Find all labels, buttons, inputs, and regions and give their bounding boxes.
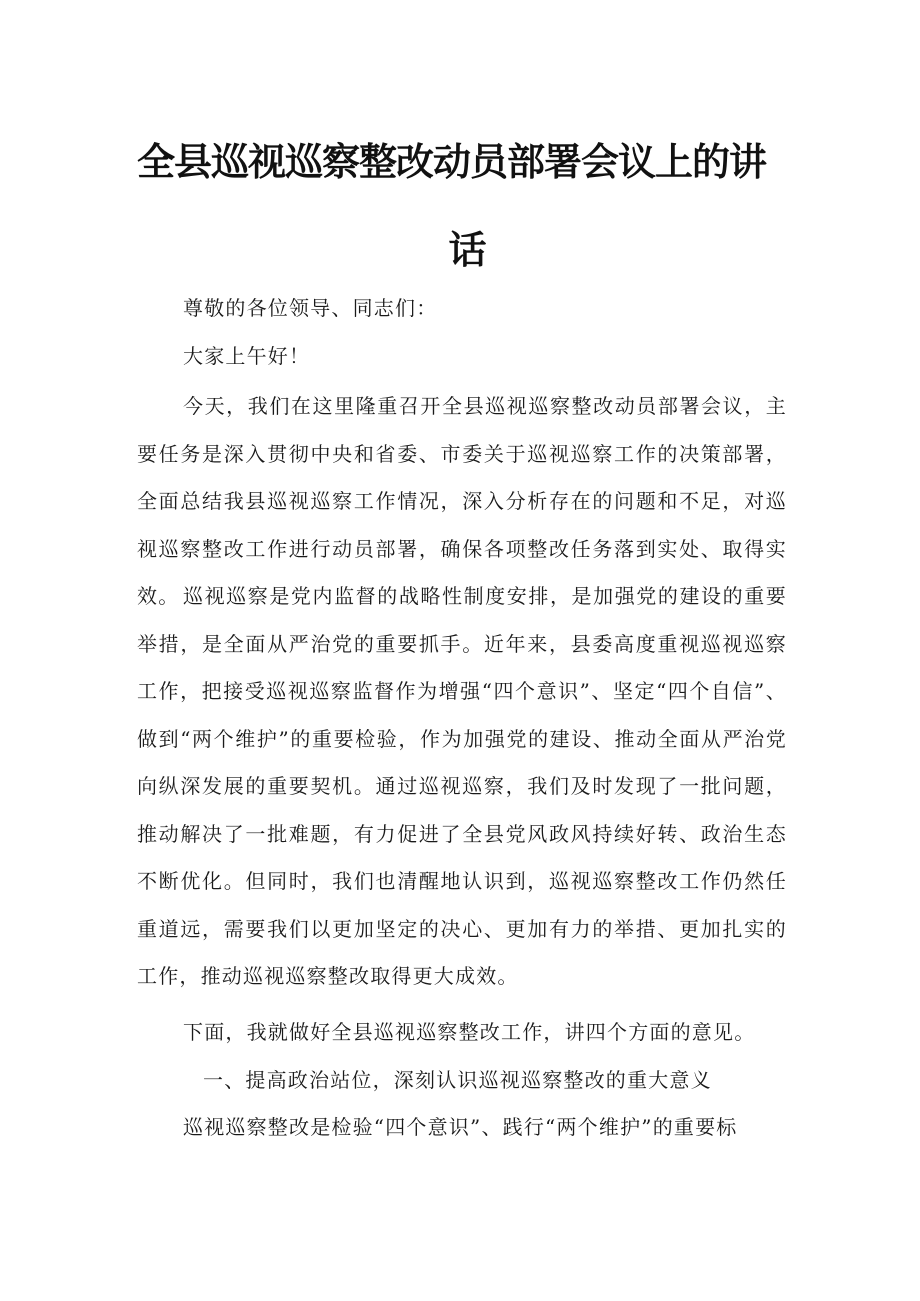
intro-sentence: 下面，我就做好全县巡视巡察整改工作，讲四个方面的意见。 — [183, 1020, 756, 1044]
body-paragraph-3-start: 巡视巡察整改是检验“四个意识”、践行“两个维护”的重要标 — [183, 1115, 738, 1139]
document-title-line-1: 全县巡视巡察整改动员部署会议上的讲 — [137, 140, 767, 184]
document-title-line-2: 话 — [448, 228, 486, 272]
section-heading: 一、提高政治站位，深刻认识巡视巡察整改的重大意义 — [203, 1068, 712, 1092]
body-paragraph-2: 巡视巡察是党内监督的战略性制度安排，是加强党的建设的重要举措，是全面从严治党的重要抓手。近年来，县委高度重视巡视巡察工作，把接受巡视巡察监督作为增强“四个意识”、坚定“四个自信”、做到“两个维护”的重要检验，作为加强党的建设、推动全面从严治党向纵深发展的重要契机。通过巡视巡察，我们及时发现了一批问题，推动解决了一批难题，有力促进了全县党风政风持续好转、政治生态不断优化。但同时，我们也清醒地认识到，巡视巡察整改工作仍然任重道远，需要我们以更加坚定的决心、更加有力的举措、更加扎实的工作，推动巡视巡察整改取得更大成效。 — [137, 584, 787, 988]
salutation: 尊敬的各位领导、同志们： — [183, 296, 438, 320]
body-paragraph-1: 今天，我们在这里隆重召开全县巡视巡察整改动员部署会议，主要任务是深入贯彻中央和省委、市委关于巡视巡察工作的决策部署，全面总结我县巡视巡察工作情况，深入分析存在的问题和不足，对巡视巡察整改工作进行动员部署，确保各项整改任务落到实处、取得实效。 — [137, 394, 787, 608]
greeting: 大家上午好！ — [183, 344, 311, 368]
